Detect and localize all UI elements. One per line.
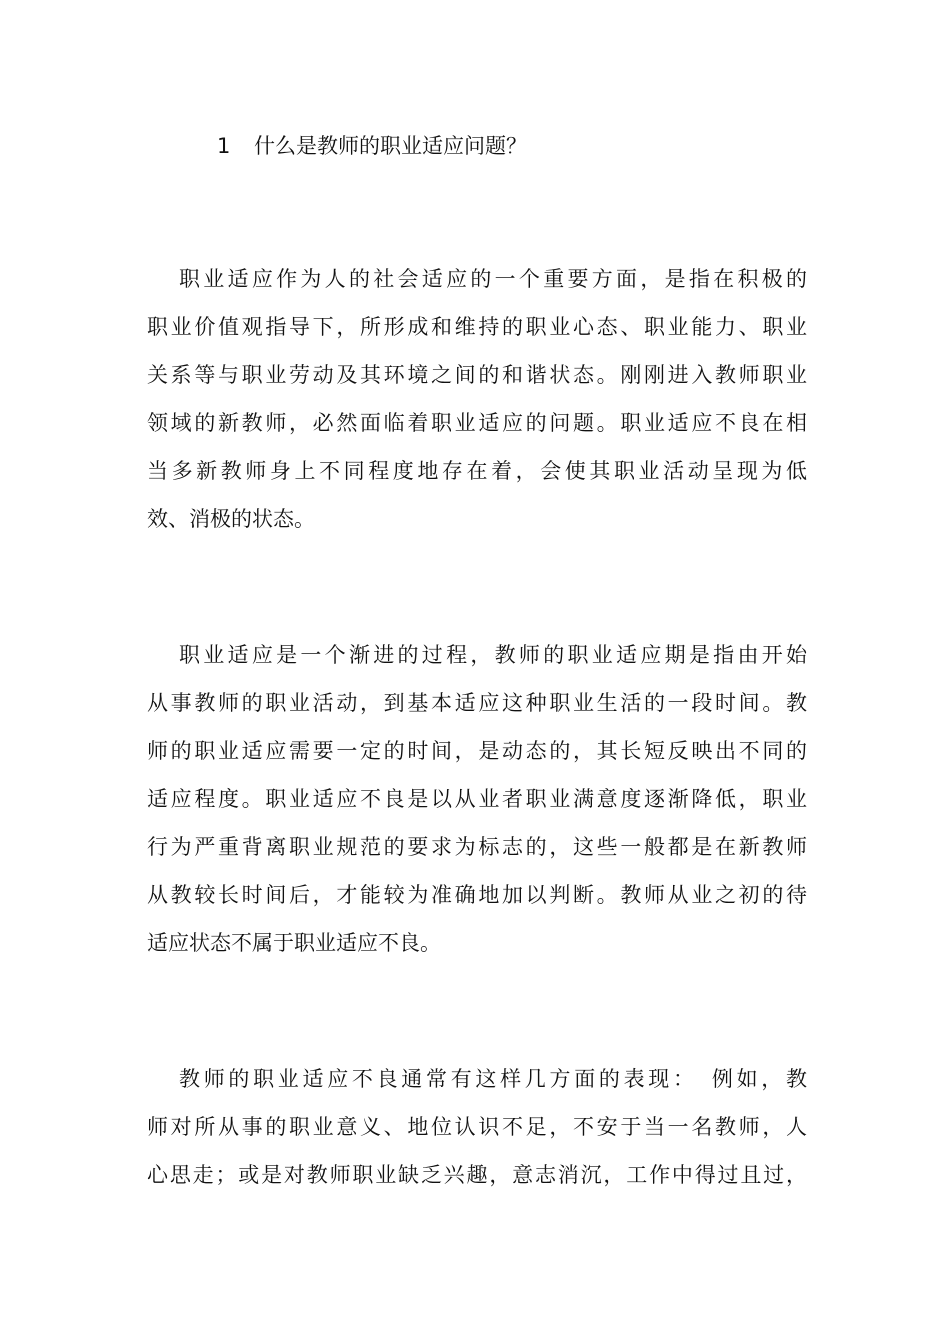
paragraph-line: 关系等与职业劳动及其环境之间的和谐状态。刚刚进入教师职业 xyxy=(147,363,807,387)
paragraph-3 xyxy=(147,1055,807,1199)
paragraph-line: 从教较长时间后，才能较为准确地加以判断。教师从业之初的待 xyxy=(147,883,807,907)
paragraph-line: 适应程度。职业适应不良是以从业者职业满意度逐渐降低，职业 xyxy=(147,787,807,811)
paragraph-line: 效、消极的状态。 xyxy=(147,507,315,531)
section-title: 什么是教师的职业适应问题？ xyxy=(254,134,527,158)
paragraph-line: 职业价值观指导下，所形成和维持的职业心态、职业能力、职业 xyxy=(147,315,807,339)
paragraph-line: 适应状态不属于职业适应不良。 xyxy=(147,931,441,955)
paragraph-2 xyxy=(147,631,807,967)
paragraph-line: 当多新教师身上不同程度地存在着，会使其职业活动呈现为低 xyxy=(147,459,807,483)
paragraph-line: 心思走；或是对教师职业缺乏兴趣，意志消沉，工作中得过且过， xyxy=(147,1163,807,1187)
paragraph-line: 从事教师的职业活动，到基本适应这种职业生活的一段时间。教 xyxy=(147,691,807,715)
paragraph-line: 职业适应作为人的社会适应的一个重要方面，是指在积极的 xyxy=(179,267,807,291)
paragraph-1 xyxy=(147,255,807,543)
paragraph-line: 师对所从事的职业意义、地位认识不足，不安于当一名教师，人 xyxy=(147,1115,807,1139)
paragraph-line: 教师的职业适应不良通常有这样几方面的表现： 例如，教 xyxy=(179,1067,807,1091)
paragraph-line: 师的职业适应需要一定的时间，是动态的，其长短反映出不同的 xyxy=(147,739,807,763)
paragraph-line: 行为严重背离职业规范的要求为标志的，这些一般都是在新教师 xyxy=(147,835,807,859)
section-number: 1 xyxy=(217,134,231,158)
section-heading xyxy=(217,131,527,161)
paragraph-line: 领域的新教师，必然面临着职业适应的问题。职业适应不良在相 xyxy=(147,411,807,435)
paragraph-line: 职业适应是一个渐进的过程，教师的职业适应期是指由开始 xyxy=(179,643,807,667)
